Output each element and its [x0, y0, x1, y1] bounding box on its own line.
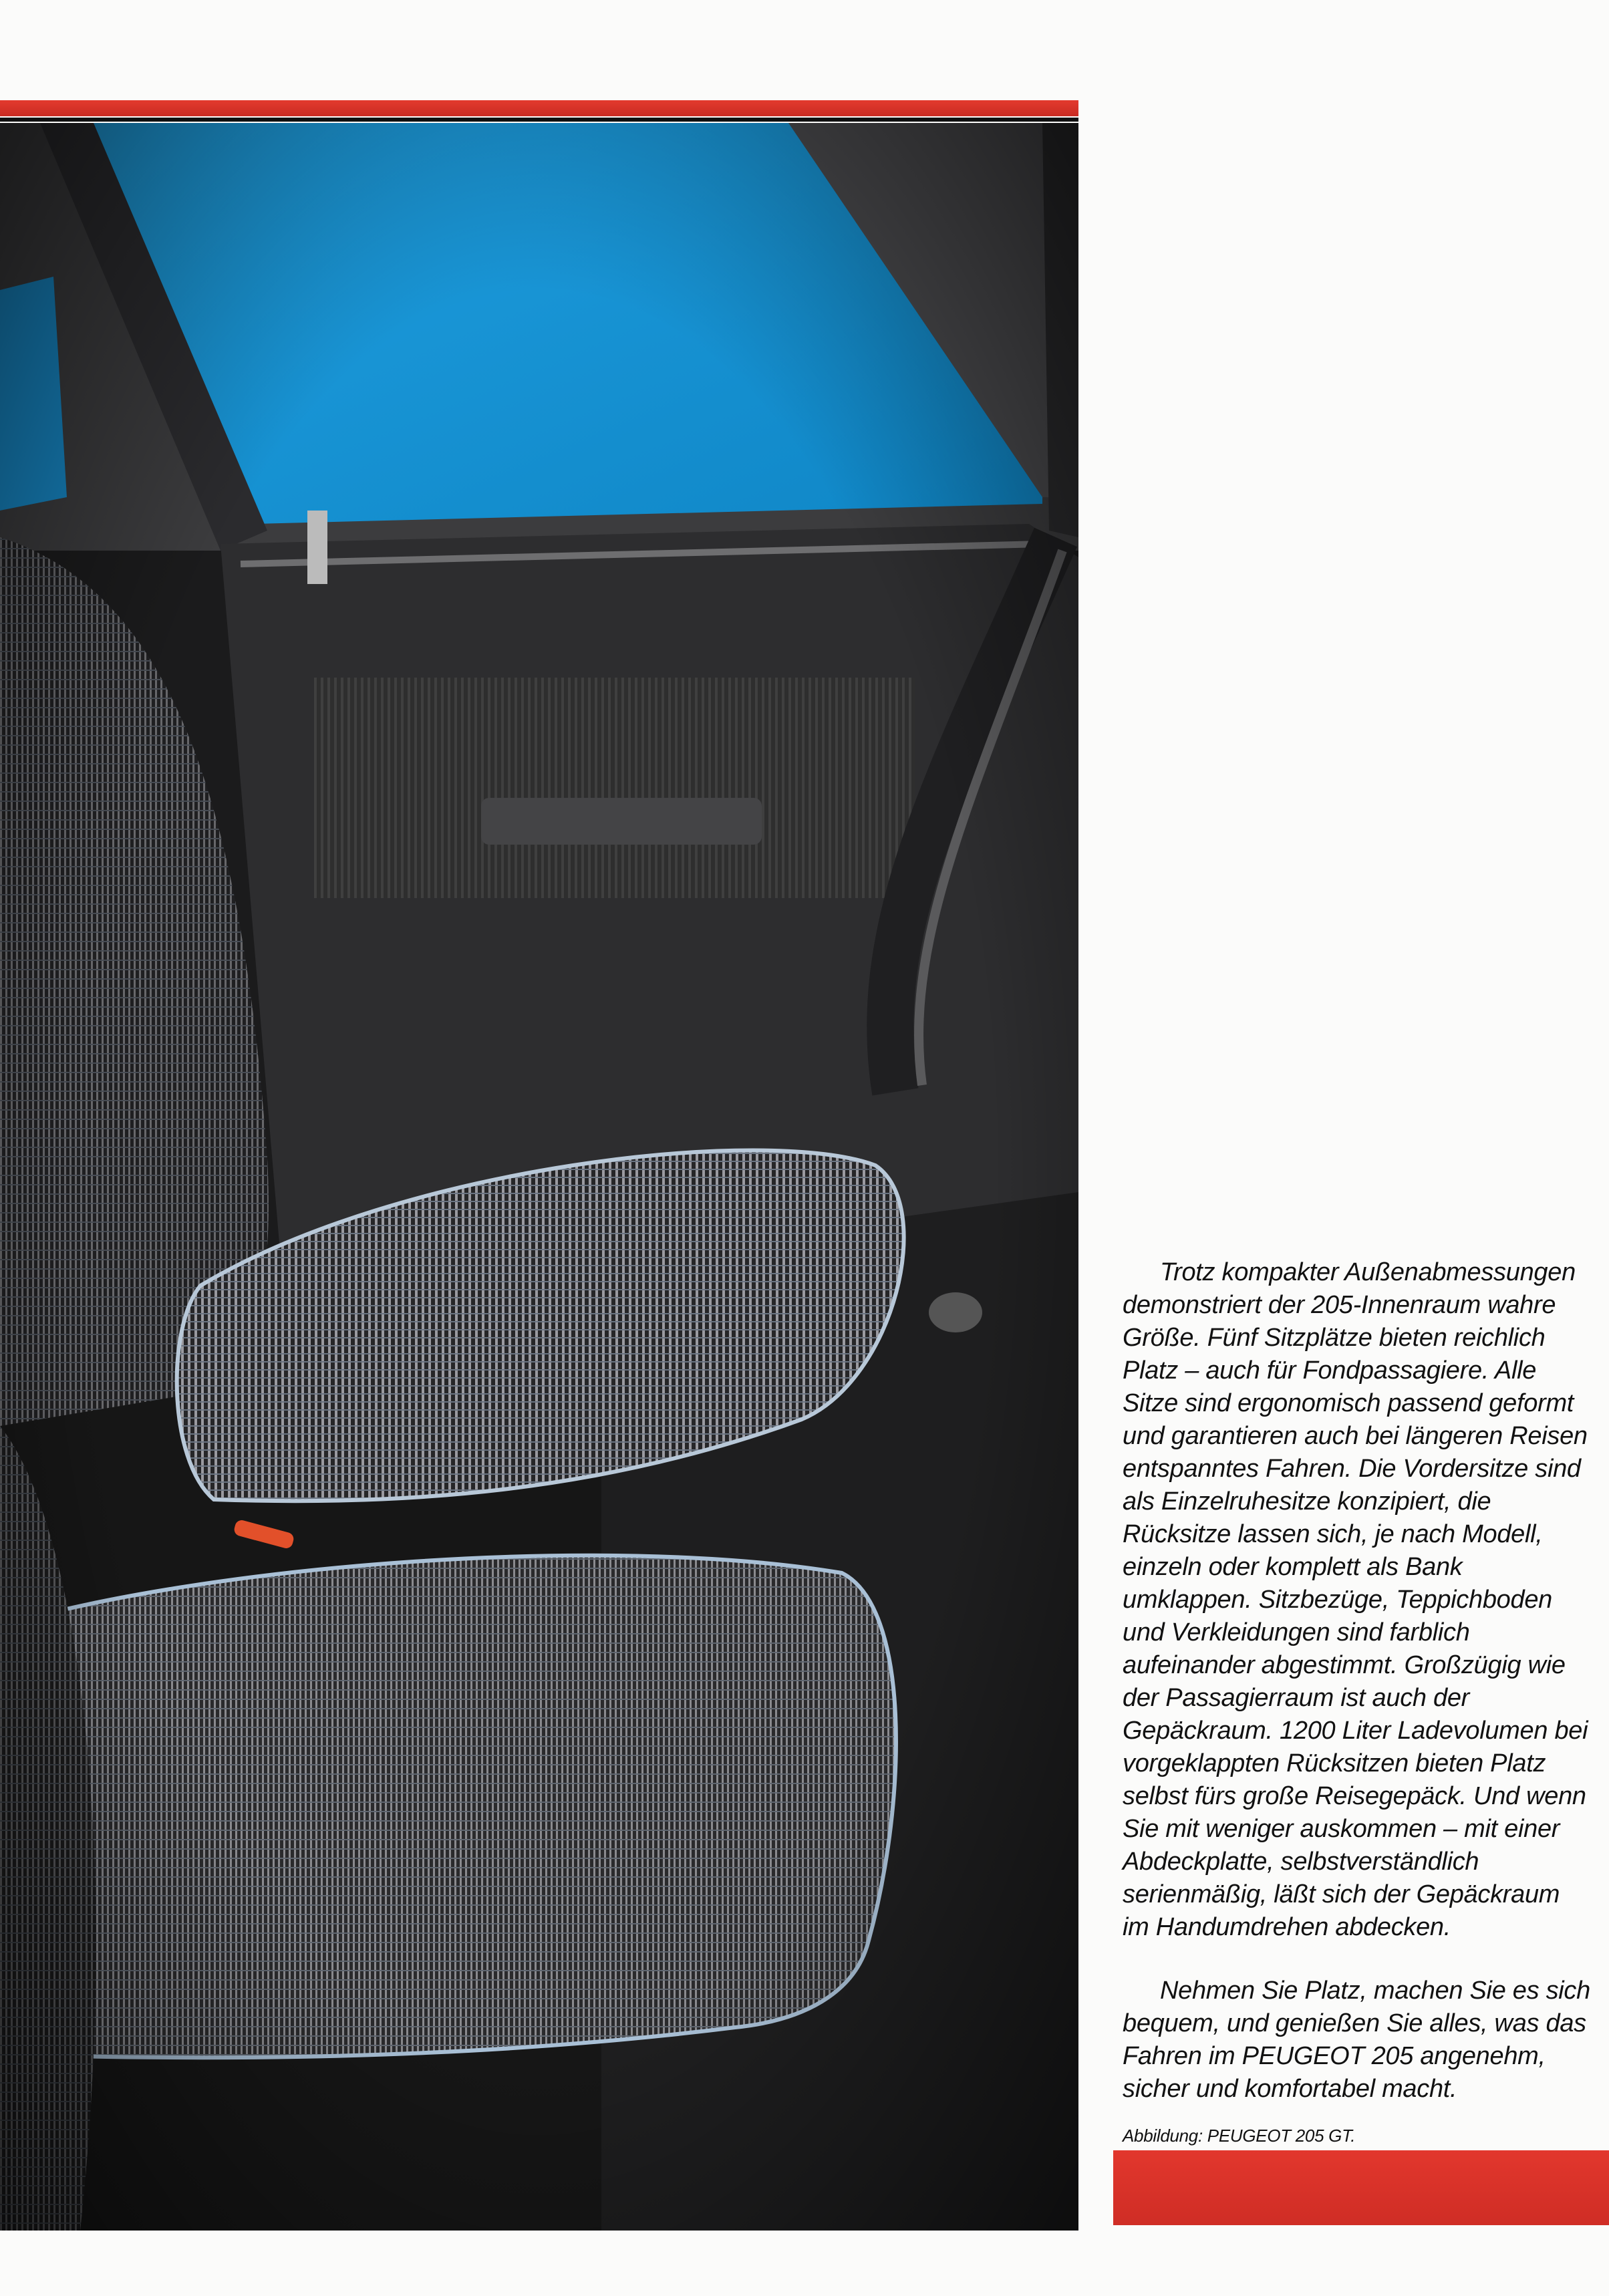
bottom-red-band [1113, 2150, 1609, 2225]
interior-photo [0, 123, 1078, 2231]
image-caption: Abbildung: PEUGEOT 205 GT. [1123, 2126, 1356, 2146]
top-rule [0, 118, 1078, 122]
car-interior-illustration [0, 123, 1078, 2231]
article-text [1123, 1256, 1590, 2147]
top-red-band [0, 100, 1078, 116]
article-paragraph-1: Trotz kompakter Außenabmessungen demonstriert der 205-Innenraum wahre Größe. Fünf Sitzplätze bieten reichlich Platz – auch für Fondpassagiere. Alle Sitze sind ergonomisch passend geformt und garantieren auch bei längeren Reisen entspanntes Fahren. Die Vordersitze sind als Einzelruhesitze konzipiert, die Rücksitze lassen sich, je nach Modell, einzeln oder komplett als Bank umklappen. Sitzbezüge, Teppichboden und Verkleidungen sind farblich aufeinander abgestimmt. Großzügig wie der Passagierraum ist auch der Gepäckraum. 1200 Liter Ladevolumen bei vorgeklappten Rücksitzen bieten Platz selbst fürs große Reisegepäck. Und wenn Sie mit weniger auskommen – mit einer Abdeckplatte, selbstverständlich serienmäßig, läßt sich der Gepäckraum im Handumdrehen abdecken. [1123, 1258, 1588, 1941]
article-paragraph-2: Nehmen Sie Platz, machen Sie es sich bequem, und genießen Sie alles, was das Fahren im PEUGEOT 205 angenehm, sicher und komfortabel macht. [1123, 1977, 1590, 2103]
